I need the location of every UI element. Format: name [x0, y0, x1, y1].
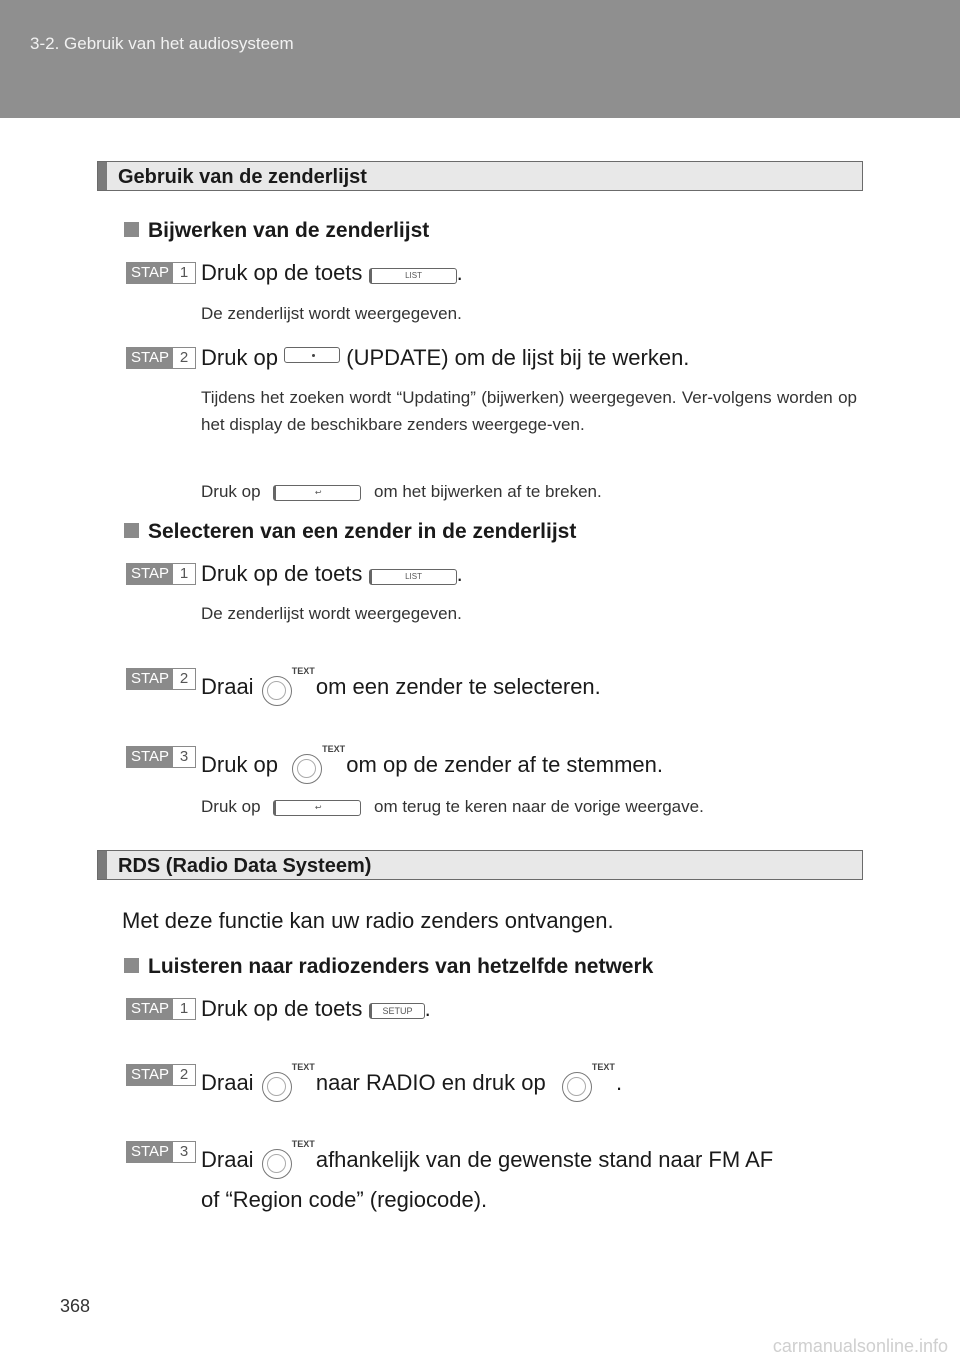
step-badge [126, 347, 196, 369]
step-number: 1 [179, 565, 189, 582]
step-text-end: om op de zender af te stemmen. [346, 752, 664, 777]
step-instruction [201, 666, 601, 708]
step-text-end: . [456, 260, 463, 285]
subheading-text: Luisteren naar radiozenders van hetzelfde netwerk [148, 955, 654, 978]
step-text-end: . [615, 1070, 623, 1095]
section-header-zenderlijst [97, 161, 863, 191]
tune-knob-icon: TEXT [260, 666, 310, 708]
step-label: STAP [127, 1142, 173, 1162]
step-note: De zenderlijst wordt weergegeven. [201, 604, 462, 623]
tune-knob-icon: TEXT [560, 1062, 610, 1104]
step-number: 1 [179, 264, 189, 281]
step-text: Druk op de toets [201, 996, 363, 1021]
step-instruction [201, 744, 663, 786]
step-number: 1 [179, 1000, 189, 1017]
note-text: Druk op [201, 797, 261, 816]
step-text: Draai [201, 1147, 254, 1172]
step-label: STAP [127, 669, 173, 689]
step-text: Draai [201, 674, 254, 699]
section-marker [98, 851, 107, 879]
note-text: Druk op [201, 482, 261, 501]
breadcrumb: 3-2. Gebruik van het audiosysteem [30, 34, 294, 53]
step-number: 3 [179, 1143, 189, 1160]
step-label: STAP [127, 999, 173, 1019]
note-text: om het bijwerken af te breken. [374, 482, 602, 501]
step-text-end: afhankelijk van de gewenste stand naar FM AF [315, 1147, 774, 1172]
back-button-icon: ↩ [273, 485, 361, 501]
step-instruction [201, 345, 689, 371]
step-instruction [201, 996, 431, 1022]
step-note: Tijdens het zoeken wordt “Updating” (bijwerken) weergegeven. Ver-volgens worden op het display de beschikbare zenders weergege-ven. [201, 388, 857, 434]
header-band [0, 0, 960, 118]
setup-button-icon: SETUP [369, 1003, 425, 1019]
step-note [201, 797, 704, 817]
step-instruction [201, 1062, 622, 1104]
step-number: 2 [179, 670, 189, 687]
note-text: om terug te keren naar de vorige weergave. [374, 797, 704, 816]
step-text: Druk op [201, 345, 279, 370]
square-bullet-icon [124, 222, 139, 237]
step-label: STAP [127, 564, 173, 584]
step-instruction [201, 260, 463, 286]
step-text-mid: naar RADIO en druk op [315, 1070, 546, 1095]
back-button-icon: ↩ [273, 800, 361, 816]
section-marker [98, 162, 107, 190]
step-number: 3 [179, 748, 189, 765]
page-number: 368 [60, 1296, 91, 1316]
list-button-icon: LIST [369, 268, 457, 284]
step-text-end: om een zender te selecteren. [315, 674, 601, 699]
step-text-end: . [424, 996, 431, 1021]
step-number: 2 [179, 1066, 189, 1083]
subheading-text: Bijwerken van de zenderlijst [148, 219, 430, 242]
step-badge [126, 1141, 196, 1163]
tune-knob-icon: TEXT [290, 744, 340, 786]
step-text: Druk op de toets [201, 260, 363, 285]
step-note: De zenderlijst wordt weergegeven. [201, 304, 462, 323]
subheading-text: Selecteren van een zender in de zenderlijst [148, 520, 577, 543]
section-header-rds [97, 850, 863, 880]
step-badge [126, 998, 196, 1020]
subheading-selecteren [124, 520, 576, 544]
step-label: STAP [127, 263, 173, 283]
step-instruction [201, 1139, 773, 1181]
square-bullet-icon [124, 958, 139, 973]
section-title: Gebruik van de zenderlijst [118, 166, 367, 188]
square-bullet-icon [124, 523, 139, 538]
step-badge [126, 746, 196, 768]
step-number: 2 [179, 349, 189, 366]
tune-knob-icon: TEXT [260, 1139, 310, 1181]
step-badge [126, 668, 196, 690]
step-text: Druk op de toets [201, 561, 363, 586]
step-text-end: (UPDATE) om de lijst bij te werken. [346, 345, 690, 370]
step-label: STAP [127, 1065, 173, 1085]
section-title: RDS (Radio Data Systeem) [118, 855, 372, 877]
step-text-end: . [456, 561, 463, 586]
step-instruction-cont: of “Region code” (regiocode). [201, 1187, 488, 1212]
step-badge [126, 563, 196, 585]
preset-button-icon [284, 347, 340, 363]
step-text: Druk op [201, 752, 279, 777]
step-text: Draai [201, 1070, 254, 1095]
watermark: carmanualsonline.info [772, 1336, 948, 1356]
subheading-luisteren [124, 955, 653, 979]
list-button-icon: LIST [369, 569, 457, 585]
step-label: STAP [127, 747, 173, 767]
step-label: STAP [127, 348, 173, 368]
step-note [201, 482, 602, 502]
step-instruction [201, 561, 463, 587]
step-badge [126, 262, 196, 284]
tune-knob-icon: TEXT [260, 1062, 310, 1104]
intro-text: Met deze functie kan uw radio zenders ontvangen. [122, 908, 614, 933]
subheading-bijwerken [124, 219, 429, 243]
step-badge [126, 1064, 196, 1086]
